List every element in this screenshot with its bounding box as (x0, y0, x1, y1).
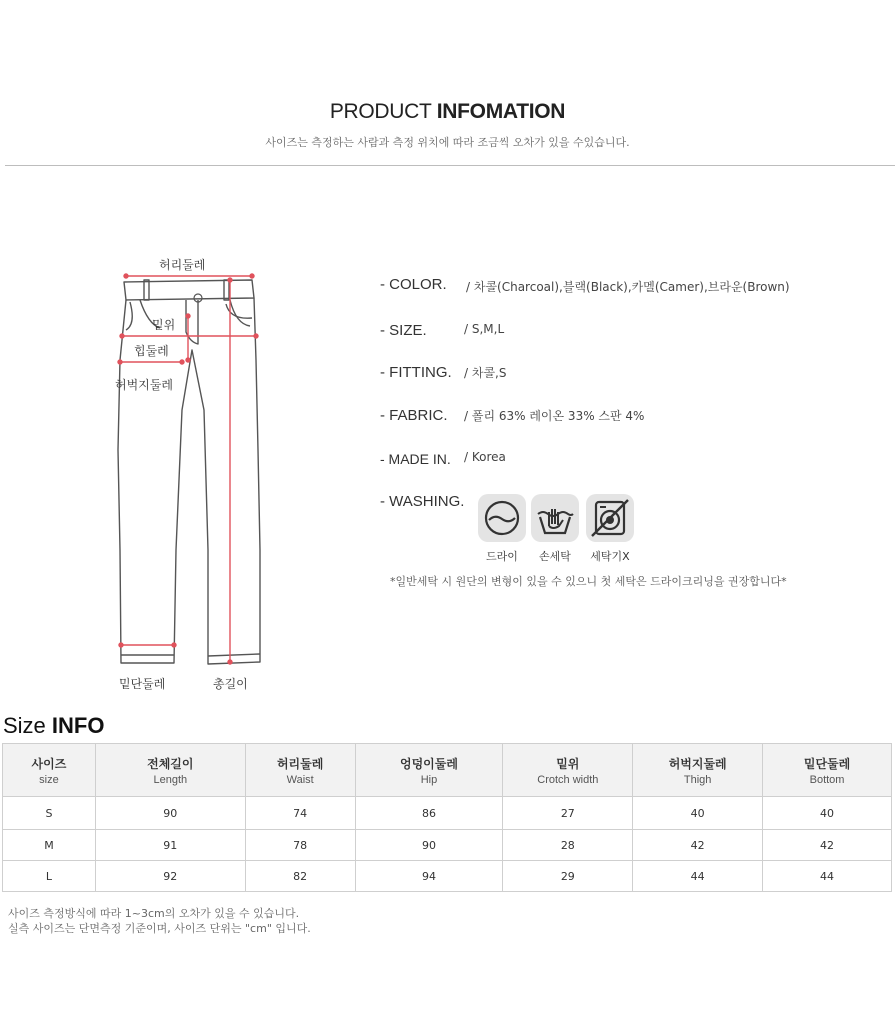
label-crotch: 밑위 (152, 318, 176, 332)
header-crotch: 밑위 Crotch width (503, 744, 633, 797)
pants-illustration (100, 250, 280, 700)
label-waist: 허리둘레 (159, 258, 206, 272)
page-title (0, 100, 895, 124)
title-bold: INFOMATION (436, 100, 566, 123)
size-table (2, 743, 892, 892)
washing-item-dry: 드라이 (478, 494, 526, 564)
title-light: PRODUCT (329, 100, 432, 123)
dry-clean-icon (478, 494, 526, 542)
table-row: L 92 82 94 29 44 44 (3, 861, 892, 892)
header-bottom: 밑단둘레 Bottom (763, 744, 892, 797)
header-length: 전체길이 Length (95, 744, 245, 797)
size-footnote: 사이즈 측정방식에 따라 1~3cm의 오차가 있을 수 있습니다. 실측 사이즈는 단면측정 기준이며, 사이즈 단위는 "cm" 입니다. (8, 907, 311, 935)
no-machine-wash-icon (586, 494, 634, 542)
hand-wash-icon (531, 494, 579, 542)
size-table-header (3, 744, 892, 797)
washing-item-no-machine: 세탁기X (586, 494, 634, 564)
washing-notice: *일반세탁 시 원단의 변형이 있을 수 있으니 첫 세탁은 드라이크리닝을 권장합니다* (390, 575, 787, 588)
pants-diagram (100, 250, 280, 700)
header-hip: 엉덩이둘레 Hip (355, 744, 503, 797)
size-info-title: Size INFO (3, 713, 105, 738)
label-bottom: 밑단둘레 (119, 677, 166, 691)
label-hip: 힙둘레 (134, 344, 169, 358)
label-length: 총길이 (213, 677, 248, 691)
washing-item-hand: 손세탁 (531, 494, 579, 564)
header-divider (5, 165, 895, 166)
table-row: M 91 78 90 28 42 42 (3, 830, 892, 861)
header-waist: 허리둘레 Waist (245, 744, 355, 797)
label-thigh: 허벅지둘레 (115, 378, 173, 392)
page-subtitle: 사이즈는 측정하는 사람과 측정 위치에 따라 조금씩 오차가 있을 수있습니다. (265, 136, 630, 149)
header-size: 사이즈 size (3, 744, 96, 797)
table-row: S 90 74 86 27 40 40 (3, 797, 892, 830)
header-thigh: 허벅지둘레 Thigh (633, 744, 763, 797)
